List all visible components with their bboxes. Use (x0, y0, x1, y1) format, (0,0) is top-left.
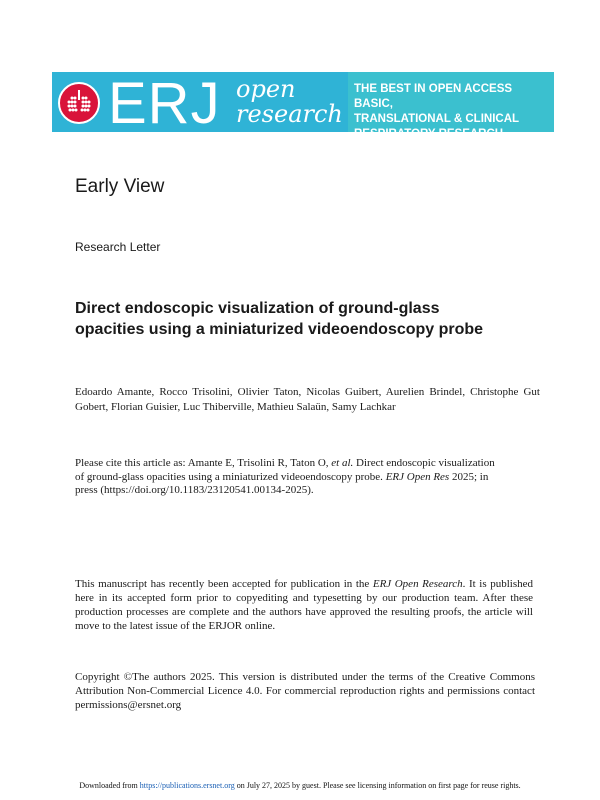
author-list: Edoardo Amante, Rocco Trisolini, Olivier Taton, Nicolas Guibert, Aurelien Brindel, Christophe Gut Gobert, Florian Guisier, Luc Thiberville, Mathieu Salaün, Samy Lachkar (75, 386, 540, 413)
early-view-heading: Early View (75, 176, 165, 197)
footer-prefix: Downloaded from (79, 781, 140, 790)
citation-journal: ERJ Open Res (385, 470, 450, 483)
banner-tagline-area (348, 72, 554, 140)
banner-tagline: THE BEST IN OPEN ACCESS BASIC, TRANSLATIONAL & CLINICAL RESPIRATORY RESEARCH (354, 83, 520, 140)
citation-middle: Direct endoscopic visualization of ground-glass opacities using a miniaturized videoendoscopy probe. (75, 457, 495, 483)
journal-banner (52, 71, 554, 140)
article-title: Direct endoscopic visualization of ground-glass opacities using a miniaturized videoendoscopy probe (75, 300, 484, 338)
manuscript-journal: ERJ Open Research (372, 578, 463, 590)
lungs-icon (58, 82, 100, 124)
brand-research: research (236, 100, 343, 128)
manuscript-prefix: This manuscript has recently been accepted for publication in the (75, 578, 373, 590)
banner-brand-area (52, 71, 348, 136)
brand-erj: ERJ (108, 71, 221, 136)
citation-et-al: et al. (331, 457, 354, 469)
citation-prefix: Please cite this article as: Amante E, Trisolini R, Taton O, (75, 457, 332, 469)
article-type: Research Letter (75, 240, 161, 254)
manuscript-notice (75, 577, 533, 633)
citation-block (75, 457, 505, 498)
footer-link[interactable]: https://publications.ersnet.org (139, 781, 235, 790)
brand-open: open (236, 75, 296, 103)
manuscript-suffix: . It is published here in its accepted form prior to copyediting and typesetting by our production team. After these production processes are complete and the authors have approved the resulting proofs, the article will move to the latest issue of the ERJOR online. (75, 578, 533, 632)
download-footer (0, 781, 600, 790)
footer-suffix: on July 27, 2025 by guest. Please see licensing information on first page for reuse rights. (234, 781, 521, 790)
citation-suffix: 2025; in press (https://doi.org/10.1183/23120541.00134-2025). (75, 470, 489, 496)
copyright-notice: Copyright ©The authors 2025. This version is distributed under the terms of the Creative Commons Attribution Non-Commercial Licence 4.0. For commercial reproduction rights and permissions contact permissions@ersnet.org (75, 671, 535, 711)
